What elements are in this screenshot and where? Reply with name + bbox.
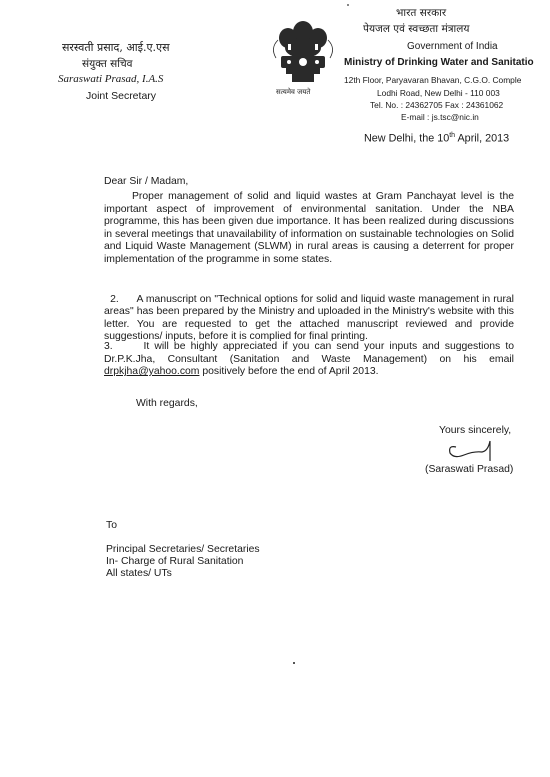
govt-hindi: भारत सरकार (396, 7, 447, 19)
recipient-line-1: Principal Secretaries/ Secretaries (106, 544, 260, 555)
regards: With regards, (136, 398, 198, 409)
sender-name-hindi: सरस्वती प्रसाद, आई.ए.एस (62, 41, 170, 54)
date-rest: April, 2013 (455, 132, 510, 145)
paragraph-1-text: Proper management of solid and liquid wastes at Gram Panchayat level is the important aspect of improvement of environmental sanitation. Under the NBA programme, this has been given due importance. It has been realized during discussions in several meetings that unavailability of information on sustainable technologies on Solid and Liquid Waste Management (SLWM) in rural areas is causing a deterrent for proper implementation of the programme in some states. (104, 191, 514, 265)
signature (444, 437, 504, 465)
ministry-email: E-mail : js.tsc@nic.in (401, 112, 479, 122)
sender-designation-english: Joint Secretary (86, 90, 157, 102)
ministry-address-line1: 12th Floor, Paryavaran Bhavan, C.G.O. Comple (344, 75, 522, 85)
closing: Yours sincerely, (439, 425, 512, 436)
paragraph-3 (104, 341, 517, 379)
handwritten-signature-icon (444, 437, 504, 465)
paragraph-3-text-end: positively before the end of April 2013. (199, 366, 379, 378)
paragraph-1 (104, 191, 514, 267)
national-emblem (268, 18, 338, 98)
ministry-hindi: पेयजल एवं स्वच्छता मंत्रालय (363, 23, 470, 35)
date-suffix: th (449, 132, 456, 139)
sender-name-english: Saraswati Prasad, I.A.S (58, 73, 164, 85)
govt-english: Government of India (407, 41, 498, 52)
signatory-name: (Saraswati Prasad) (425, 464, 514, 475)
paragraph-3-text: 3. It will be highly appreciated if you can send your inputs and suggestions to Dr.P.K.Jha, Consultant (Sanitation and Waste Management) on his email (104, 341, 517, 365)
ministry-address-line2: Lodhi Road, New Delhi - 110 003 (377, 88, 500, 98)
scan-dot (293, 662, 295, 664)
paragraph-2-text: 2. A manuscript on "Technical options for solid and liquid waste management in rural areas" has been prepared by the Ministry and uploaded in the Ministry's website with this letter. You are requested to get the attached manuscript reviewed and provide suggestions/ inputs, before it is complied for final printing. (104, 293, 517, 343)
consultant-email-link[interactable]: drpkjha@yahoo.com (104, 366, 200, 378)
recipient-line-2: In- Charge of Rural Sanitation (106, 556, 244, 567)
ministry-english: Ministry of Drinking Water and Sanitatio (344, 57, 534, 68)
scan-dot (347, 4, 349, 6)
ministry-phone-fax: Tel. No. : 24362705 Fax : 24361062 (370, 100, 504, 110)
to-label: To (106, 520, 117, 531)
emblem-motto: सत्यमेव जयते (276, 88, 311, 96)
ashoka-emblem-icon (268, 18, 338, 90)
sender-designation-hindi: संयुक्त सचिव (82, 58, 133, 70)
salutation: Dear Sir / Madam, (104, 176, 189, 187)
paragraph-2 (104, 281, 517, 344)
recipient-line-3: All states/ UTs (106, 568, 172, 579)
letter-date (364, 132, 509, 145)
date-prefix: New Delhi, the 10 (364, 132, 450, 145)
